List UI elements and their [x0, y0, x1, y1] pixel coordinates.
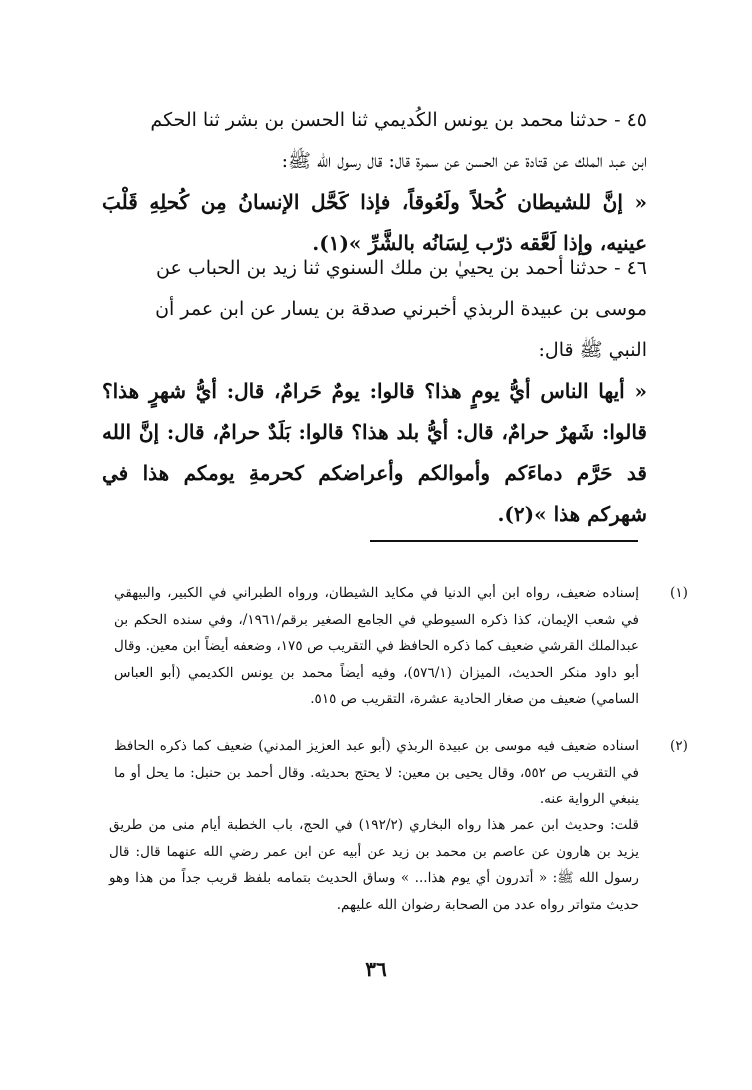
hadith-46-line-2: موسى بن عبيدة الربذي أخبرني صدقة بن يسار عن ابن عمر أن — [155, 298, 647, 320]
footnote-1 — [114, 580, 688, 713]
hadith-46 — [102, 248, 647, 535]
footnote-2-number: (٢) — [670, 738, 688, 754]
footnote-1-number: (١) — [670, 585, 688, 601]
hadith-46-quote: « أيها الناس أيُّ يومٍ هذا؟ قالوا: يومٌ حَرامٌ، قال: أيُّ شهرٍ هذا؟ قالوا: شَهرٌ حرامٌ، قال: أيُّ بلد هذا؟ قالوا: بَلَدٌ حرامٌ، قال: إنَّ الله قد حَرَّم دماءَكم وأموالكم وأعراضكم كحرمةِ يومكم هذا في شهركم هذا »(٢). — [102, 379, 647, 526]
page-number: ٣٦ — [365, 957, 387, 981]
editor-note — [109, 812, 639, 918]
footnote-2-text: اسناده ضعيف فيه موسى بن عبيدة الربذي (أبو عبد العزيز المدني) ضعيف كما ذكره الحافظ في التقريب ص ٥٥٢، وقال يحيى بن معين: لا يحتج بحديثه. وقال أحمد بن حنبل: ما يحل أو ما ينبغي الرواية عنه. — [114, 738, 639, 807]
footnote-1-text: إسناده ضعيف، رواه ابن أبي الدنيا في مكايد الشيطان، ورواه الطبراني في الكبير، والبيهقي في شعب الإيمان، كذا ذكره السيوطي في الجامع الصغير برقم/١٩٦١/، وفي سنده الحكم بن عبدالملك القرشي ضعيف كما ذكره الحافظ في التقريب ص ١٧٥، وضعفه أيضاً ابن معين. وقال أبو داود منكر الحديث، الميزان (٥٧٦/١)، وفيه أيضاً محمد بن يونس الكديمي (أبو العباس السامي) ضعيف من صغار الحادية عشرة، التقريب ص ٥١٥. — [114, 585, 639, 707]
hadith-45-quote: « إنَّ للشيطان كُحلاً ولَعُوقاً، فإذا كَحَّل الإنسانُ مِن كُحلِهِ قَلْبَ عينيه، وإذا لَعَّقه ذرّب لِسَانُه بالشَّرِّ »(١). — [102, 190, 647, 255]
editor-note-text: قلت: وحديث ابن عمر هذا رواه البخاري (١٩٢/٢) في الحج، باب الخطبة أيام منى من طريق يزيد بن هارون عن عاصم بن محمد بن زيد عن أبيه عن ابن عمر رضي الله عنهما قال: قال رسول الله ﷺ: « أتدرون أي يوم هذا... » وساق الحديث بتمامه بلفظ قريب جداً من هذا وهو حديث متواتر رواه عدد من الصحابة رضوان الله عليهم. — [109, 817, 639, 913]
hadith-45-line-2: ابن عبد الملك عن قتادة عن الحسن عن سمرة قال: قال رسول الله ﷺ: — [281, 150, 647, 172]
hadith-45-line-1: ٤٥ - حدثنا محمد بن يونس الكُديمي ثنا الحسن بن بشر ثنا الحكم — [150, 109, 647, 131]
hadith-46-line-3: النبي ﷺ قال: — [538, 339, 647, 361]
footnote-separator — [370, 540, 638, 542]
hadith-45 — [102, 100, 647, 264]
footnote-2 — [114, 733, 688, 813]
hadith-46-line-1: ٤٦ - حدثنا أحمد بن يحييٰ بن ملك السنوي ثنا زيد بن الحباب عن — [156, 257, 647, 279]
